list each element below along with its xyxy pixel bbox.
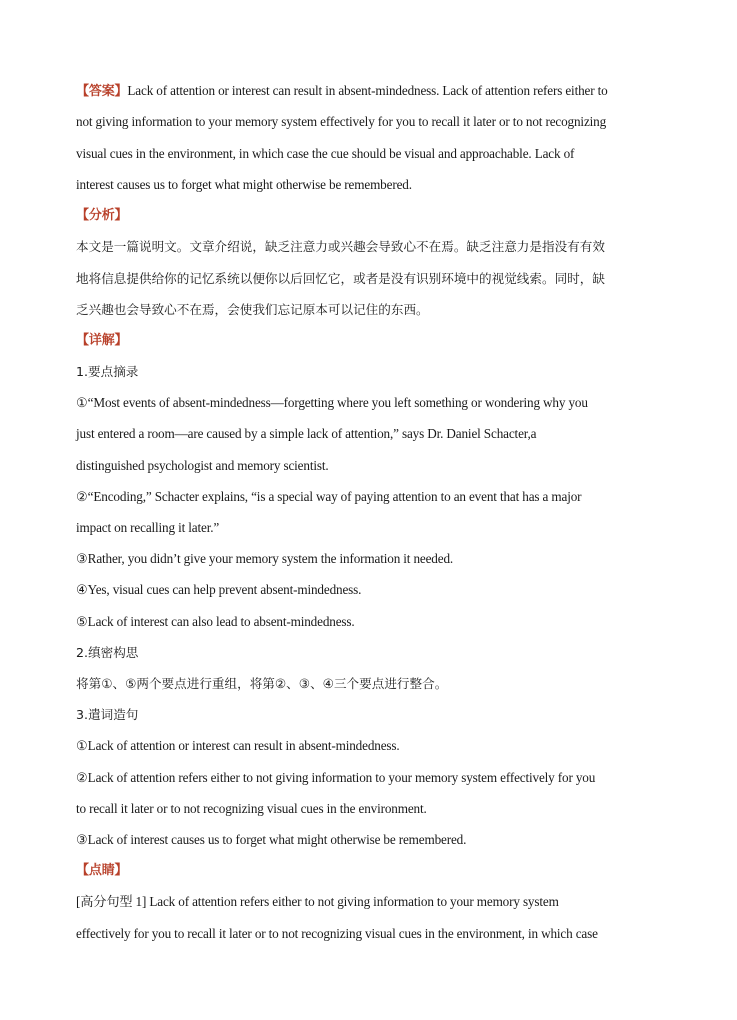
section3-title: 3.遣词造句 (76, 707, 139, 722)
section2-title: 2.缜密构思 (76, 645, 139, 660)
highlight-line-2: effectively for you to recall it later or to not recognizing visual cues in the environment, in which case (76, 926, 598, 941)
analysis-line-2: 地将信息提供给你的记忆系统以便你以后回忆它，或者是没有识别环境中的视觉线索。同时，缺 (76, 271, 605, 286)
section2-text: 将第①、⑤两个要点进行重组，将第②、③、④三个要点进行整合。 (76, 676, 448, 691)
answer-line-3: visual cues in the environment, in which case the cue should be visual and approachable. Lack of (76, 146, 575, 161)
sentence-line-3: to recall it later or to not recognizing visual cues in the environment. (76, 801, 427, 816)
point-line-2: just entered a room—are caused by a simple lack of attention,” says Dr. Daniel Schacter,a (76, 426, 537, 441)
analysis-line-3: 乏兴趣也会导致心不在焉，会使我们忘记原本可以记住的东西。 (76, 302, 429, 317)
point-line-7: ④Yes, visual cues can help prevent absent-mindedness. (76, 582, 362, 597)
detail-label: 【详解】 (76, 333, 128, 348)
answer-text: Lack of attention or interest can result in absent-mindedness. Lack of attention refers either to (127, 83, 608, 98)
highlight-label: 【点睛】 (76, 863, 128, 878)
answer-label: 【答案】 (76, 84, 128, 99)
answer-line-4: interest causes us to forget what might otherwise be remembered. (76, 177, 412, 192)
point-line-8: ⑤Lack of interest can also lead to absent-mindedness. (76, 614, 355, 629)
sentence-line-4: ③Lack of interest causes us to forget what might otherwise be remembered. (76, 832, 467, 847)
answer-line-1 (76, 82, 608, 101)
analysis-line-1: 本文是一篇说明文。文章介绍说，缺乏注意力或兴趣会导致心不在焉。缺乏注意力是指没有有效 (76, 239, 605, 254)
highlight-line-1: [高分句型 1] Lack of attention refers either to not giving information to your memory system (76, 894, 559, 909)
point-line-3: distinguished psychologist and memory scientist. (76, 458, 329, 473)
point-line-4: ②“Encoding,” Schacter explains, “is a special way of paying attention to an event that has a major (76, 489, 582, 504)
point-line-6: ③Rather, you didn’t give your memory system the information it needed. (76, 551, 454, 566)
analysis-label: 【分析】 (76, 208, 128, 223)
point-line-5: impact on recalling it later.” (76, 520, 220, 535)
section1-title: 1.要点摘录 (76, 364, 139, 379)
point-line-1: ①“Most events of absent-mindedness—forgetting where you left something or wondering why you (76, 395, 588, 410)
answer-line-2: not giving information to your memory system effectively for you to recall it later or to not recognizing (76, 114, 607, 129)
sentence-line-1: ①Lack of attention or interest can result in absent-mindedness. (76, 738, 400, 753)
sentence-line-2: ②Lack of attention refers either to not giving information to your memory system effectively for you (76, 770, 596, 785)
